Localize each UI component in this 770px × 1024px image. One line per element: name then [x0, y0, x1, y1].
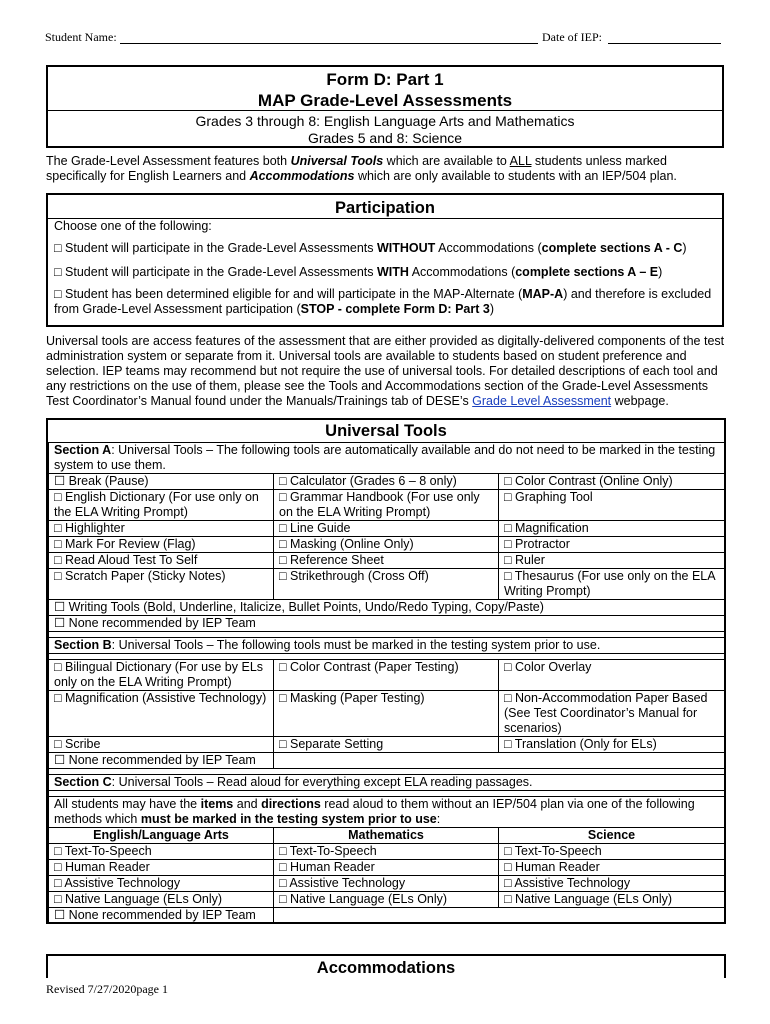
column-header-math: Mathematics	[274, 828, 499, 844]
section-b-none-checkbox[interactable]: ☐ None recommended by IEP Team	[49, 753, 274, 769]
student-name-label: Student Name:	[45, 30, 117, 44]
grade-level-assessment-link[interactable]: Grade Level Assessment	[472, 394, 612, 408]
checkbox-item[interactable]: □ Native Language (ELs Only)	[499, 892, 725, 908]
accommodations-section	[46, 954, 726, 978]
checkbox-item[interactable]: □ Line Guide	[274, 521, 499, 537]
column-header-science: Science	[499, 828, 725, 844]
checkbox-item[interactable]: □ Non-Accommodation Paper Based (See Test Coordinator’s Manual for scenarios)	[499, 691, 725, 737]
grades-ela-math: Grades 3 through 8: English Language Arts and Mathematics	[195, 113, 575, 129]
universal-tools-table	[48, 442, 725, 924]
participation-section	[46, 193, 724, 327]
table-row	[49, 521, 725, 537]
table-row	[49, 737, 725, 753]
section-a-none-checkbox[interactable]: ☐ None recommended by IEP Team	[49, 616, 725, 632]
form-title-box	[46, 65, 724, 148]
column-header-ela: English/Language Arts	[49, 828, 274, 844]
student-name-field[interactable]	[120, 43, 538, 44]
checkbox-item[interactable]: □ Masking (Paper Testing)	[274, 691, 499, 737]
writing-tools-checkbox[interactable]: ☐ Writing Tools (Bold, Underline, Italicize, Bullet Points, Undo/Redo Typing, Copy/Paste)	[49, 600, 725, 616]
table-row	[49, 600, 725, 616]
checkbox-item[interactable]: □ Text-To-Speech	[49, 844, 274, 860]
checkbox-item[interactable]: □ Thesaurus (For use only on the ELA Writing Prompt)	[499, 569, 725, 600]
section-c-header: Section C: Universal Tools – Read aloud for everything except ELA reading passages.	[49, 775, 725, 791]
universal-tools-paragraph: Universal tools are access features of the assessment that are either provided as digitally-delivered components of the test administration system or separate from it. Universal tools are available to students based on student preference and selection. IEP teams may recommend but not require the use of universal tools. For detailed descriptions of each tool and any restrictions on the use of them, please see the Tools and Accommodations section of the Grade-Level Assessments Test Coordinator’s Manual found under the Manuals/Trainings tab of DESE’s Grade Level Assessment webpage.	[46, 334, 725, 408]
table-row	[49, 860, 725, 876]
participation-instruction: Choose one of the following:	[54, 219, 212, 233]
intro-paragraph: The Grade-Level Assessment features both Universal Tools which are available to ALL students unless marked specifically for English Learners and Accommodations which are only available to students with an IEP/504 plan.	[46, 154, 677, 183]
checkbox-item[interactable]: □ Mark For Review (Flag)	[49, 537, 274, 553]
checkbox-item[interactable]: □ Color Overlay	[499, 660, 725, 691]
checkbox-item[interactable]: □ Native Language (ELs Only)	[49, 892, 274, 908]
table-row	[49, 691, 725, 737]
table-row	[49, 474, 725, 490]
checkbox-item[interactable]: □ Native Language (ELs Only)	[274, 892, 499, 908]
checkbox-item[interactable]: □ Separate Setting	[274, 737, 499, 753]
checkbox-item[interactable]: □ Calculator (Grades 6 – 8 only)	[274, 474, 499, 490]
checkbox-item[interactable]: □ Masking (Online Only)	[274, 537, 499, 553]
checkbox-item[interactable]: □ Highlighter	[49, 521, 274, 537]
checkbox-item[interactable]: □ Human Reader	[499, 860, 725, 876]
table-row	[49, 553, 725, 569]
checkbox-item[interactable]: □ Human Reader	[274, 860, 499, 876]
checkbox-item[interactable]: □ Scratch Paper (Sticky Notes)	[49, 569, 274, 600]
grades-science: Grades 5 and 8: Science	[307, 130, 463, 146]
table-row	[49, 616, 725, 632]
date-of-iep-label: Date of IEP:	[542, 30, 602, 44]
checkbox-item[interactable]: □ Assistive Technology	[499, 876, 725, 892]
checkbox-item[interactable]: □ Reference Sheet	[274, 553, 499, 569]
table-row	[49, 660, 725, 691]
checkbox-item[interactable]: □ Bilingual Dictionary (For use by ELs only on the ELA Writing Prompt)	[49, 660, 274, 691]
divider	[48, 110, 722, 111]
checkbox-item[interactable]: □ Strikethrough (Cross Off)	[274, 569, 499, 600]
table-row	[49, 908, 725, 924]
participation-option-without[interactable]: □ Student will participate in the Grade-Level Assessments WITHOUT Accommodations (complete sections A - C)	[54, 241, 687, 255]
participation-heading: Participation	[335, 199, 435, 217]
checkbox-item[interactable]: □ Text-To-Speech	[499, 844, 725, 860]
checkbox-item[interactable]: ☐ Break (Pause)	[49, 474, 274, 490]
section-c-none-checkbox[interactable]: ☐ None recommended by IEP Team	[49, 908, 274, 924]
table-row	[49, 569, 725, 600]
form-title: Form D: Part 1	[326, 70, 444, 89]
checkbox-item[interactable]: □ Magnification	[499, 521, 725, 537]
participation-option-with[interactable]: □ Student will participate in the Grade-Level Assessments WITH Accommodations (complete sections A – E)	[54, 265, 663, 279]
universal-tools-heading: Universal Tools	[325, 422, 447, 440]
table-row	[49, 490, 725, 521]
section-b-header: Section B: Universal Tools – The following tools must be marked in the testing system prior to use.	[49, 638, 725, 654]
checkbox-item[interactable]: □ Magnification (Assistive Technology)	[49, 691, 274, 737]
footer-revision: Revised 7/27/2020page 1	[46, 982, 168, 996]
accommodations-heading: Accommodations	[316, 959, 456, 977]
checkbox-item[interactable]: □ Ruler	[499, 553, 725, 569]
column-headers	[49, 828, 725, 844]
checkbox-item[interactable]: □ Grammar Handbook (For use only on the ELA Writing Prompt)	[274, 490, 499, 521]
date-of-iep-field[interactable]	[608, 43, 721, 44]
table-row	[49, 844, 725, 860]
checkbox-item[interactable]: □ Human Reader	[49, 860, 274, 876]
checkbox-item[interactable]: □ Translation (Only for ELs)	[499, 737, 725, 753]
table-row	[49, 537, 725, 553]
participation-option-map-a[interactable]: □ Student has been determined eligible for and will participate in the MAP-Alternate (MAP-A) and therefore is excluded from Grade-Level Assessment participation (STOP - complete Form D: Part 3)	[54, 287, 712, 316]
checkbox-item[interactable]: □ Color Contrast (Online Only)	[499, 474, 725, 490]
checkbox-item[interactable]: □ Graphing Tool	[499, 490, 725, 521]
form-subtitle: MAP Grade-Level Assessments	[257, 91, 513, 110]
checkbox-item[interactable]: □ Read Aloud Test To Self	[49, 553, 274, 569]
checkbox-item[interactable]: □ Scribe	[49, 737, 274, 753]
section-a-header: Section A: Universal Tools – The following tools are automatically available and do not need to be marked in the testing system to use them.	[49, 443, 725, 474]
section-c-intro: All students may have the items and directions read aloud to them without an IEP/504 plan via one of the following methods which must be marked in the testing system prior to use:	[49, 797, 725, 828]
universal-tools-section	[46, 418, 726, 924]
checkbox-item[interactable]: □ Color Contrast (Paper Testing)	[274, 660, 499, 691]
table-row	[49, 876, 725, 892]
checkbox-item[interactable]: □ Assistive Technology	[274, 876, 499, 892]
table-row	[49, 892, 725, 908]
checkbox-item[interactable]: □ Protractor	[499, 537, 725, 553]
checkbox-item[interactable]: □ English Dictionary (For use only on the ELA Writing Prompt)	[49, 490, 274, 521]
checkbox-item[interactable]: □ Text-To-Speech	[274, 844, 499, 860]
table-row	[49, 753, 725, 769]
checkbox-item[interactable]: □ Assistive Technology	[49, 876, 274, 892]
